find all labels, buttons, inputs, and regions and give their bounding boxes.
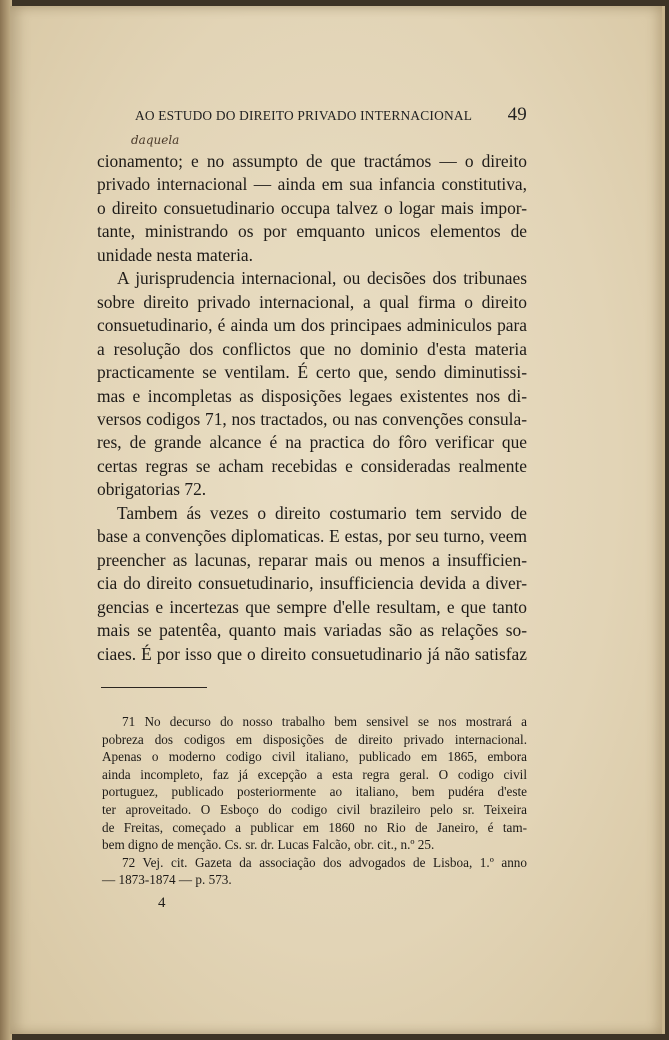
footnote-72 <box>102 854 527 889</box>
text-line: unidade nesta materia. <box>97 244 253 265</box>
text-line: cia do direito consuetudinario, insufficiencia devida a diver- <box>97 573 527 594</box>
text-line: gencias e incertezas que sempre d'elle resultam, e que tanto <box>97 596 527 617</box>
footnote-line: 72 Vej. cit. Gazeta da associação dos advogados de Lisboa, 1.º anno <box>122 854 527 870</box>
footnote-line: — 1873-1874 — p. 573. <box>102 872 232 888</box>
signature-mark: 4 <box>158 895 166 911</box>
paragraph-2 <box>97 267 527 502</box>
handwritten-annotation: daquela <box>131 133 180 147</box>
paragraph-1 <box>97 150 527 267</box>
text-line: preencher as lacunas, reparar mais ou menos a insufficien- <box>97 549 527 570</box>
text-line: privado internacional — ainda em sua infancia constitutiva, <box>97 174 527 195</box>
footnote-line: pobreza dos codigos em disposições de direito privado internacional. <box>102 731 527 747</box>
text-line: consuetudinario, é ainda um dos principaes adminiculos para <box>97 315 527 336</box>
text-line: versos codigos 71, nos tractados, ou nas convenções consula- <box>97 408 527 429</box>
footnote-line: ter aproveitado. O Esboço do codigo civil brazileiro pelo sr. Teixeira <box>102 801 527 817</box>
text-line: res, de grande alcance é na practica do fôro verificar que <box>97 432 527 453</box>
text-line: A jurisprudencia internacional, ou decisões dos tribunaes <box>117 268 527 289</box>
text-line: mas e incompletas as disposições legaes existentes nos di- <box>97 385 527 406</box>
footnotes <box>102 713 527 889</box>
text-line: cionamento; e no assumpto de que tractámos — o direito <box>97 151 527 171</box>
text-line: mais se patentêa, quanto mais variadas são as relações so- <box>97 620 527 641</box>
footnote-line: Apenas o moderno codigo civil italiano, publicado em 1865, embora <box>102 749 527 765</box>
footnote-line: ainda incompleto, faz já excepção a esta regra geral. O codigo civil <box>102 766 527 782</box>
footnote-divider <box>101 687 207 688</box>
text-line: sobre direito privado internacional, a qual firma o direito <box>97 291 527 312</box>
text-line: Tambem ás vezes o direito costumario tem servido de <box>117 502 527 523</box>
text-line: a resolução dos conflictos que no dominio d'esta materia <box>97 338 527 359</box>
text-line: obrigatorias 72. <box>97 479 207 500</box>
text-line: certas regras se acham recebidas e consideradas realmente <box>97 455 527 476</box>
text-line: practicamente se ventilam. É certo que, sendo diminutissi- <box>97 362 527 383</box>
footnote-line: portuguez, publicado posteriormente ao italiano, bem pudéra d'este <box>102 784 527 800</box>
body-text <box>97 150 527 666</box>
text-line: ciaes. É por isso que o direito consuetudinario já não satisfaz <box>97 643 527 664</box>
text-line: tante, ministrando os por emquanto unicos elementos de <box>97 221 527 242</box>
text-line: base a convenções diplomaticas. E estas, por seu turno, veem <box>97 526 527 547</box>
paragraph-3 <box>97 502 527 666</box>
footnote-line: bem digno de menção. Cs. sr. dr. Lucas Falcão, obr. cit., n.º 25. <box>102 837 435 853</box>
running-title: AO ESTUDO DO DIREITO PRIVADO INTERNACIONAL <box>135 108 473 123</box>
footnote-71 <box>102 713 527 854</box>
text-line: o direito consuetudinario occupa talvez o logar mais impor- <box>97 197 527 218</box>
page-number: 49 <box>507 104 527 125</box>
footnote-line: 71 No decurso do nosso trabalho bem sensivel se nos mostrará a <box>122 714 527 729</box>
footnote-line: de Freitas, começado a publicar em 1860 no Rio de Janeiro, é tam- <box>102 819 527 835</box>
